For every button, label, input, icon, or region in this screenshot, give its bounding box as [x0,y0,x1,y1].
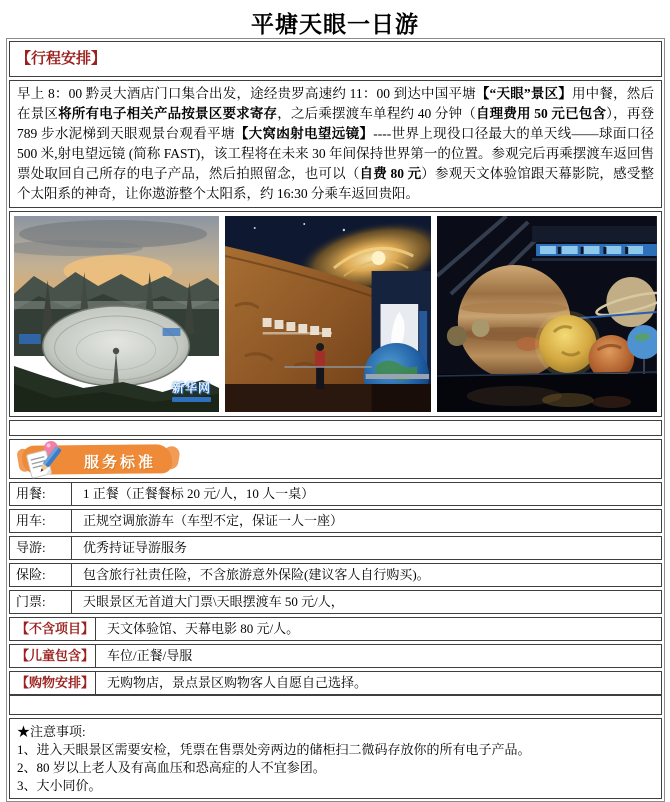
service-row-value: 包含旅行社责任险，不含旅游意外保险(建议客人自行购买)。 [83,567,430,582]
itinerary-header: 【行程安排】 [9,41,662,77]
service-table-row [9,590,662,614]
service-row-label: 导游: [10,537,72,559]
service-row-label: 门票: [10,591,72,613]
service-standard-badge-label: 服务标准 [84,454,157,471]
itinerary-table [6,38,665,802]
itinerary-segment: ），再登 789 步水泥梯到天眼观景台观看平塘 [17,106,655,141]
itinerary-segment: 自费 80 元 [359,166,422,181]
spacer-row [9,420,662,436]
service-table-row [9,509,662,533]
museum-interior-illustration [225,216,431,412]
service-row-value: 天眼景区无首道大门票\天眼摆渡车 50 元/人， [83,594,344,609]
photo-solar-system-exhibit [437,216,657,412]
note-item: 3、大小同价。 [17,778,102,793]
itinerary-segment: 用中餐，然后在景区 [17,86,654,121]
notepad-pencil-icon [24,440,78,480]
service-table-row [9,671,662,695]
service-table-row [9,563,662,587]
service-table-row [9,644,662,668]
spacer-row-2 [9,695,662,715]
service-row-value: 天文体验馆、天幕电影 80 元/人。 [107,621,300,636]
service-rows [9,482,662,695]
photo-strip [9,211,662,417]
service-row-value: 无购物店，景点景区购物客人自愿自己选择。 [107,675,368,690]
watermark-text: 新华网 [172,381,212,395]
service-standard-header-row [9,439,662,479]
service-row-label: 保险: [10,564,72,586]
itinerary-segment: 早上 8：00 黔灵大酒店门口集合出发，途经贵罗高速约 11：00 到达中国平塘 [17,86,476,101]
itinerary-segment: ）参观天文体验馆跟天幕影院，感受整个太阳系的神奇，让你遨游整个太阳系，约 16:30 分乘车返回贵阳。 [17,166,655,201]
itinerary-segment: 【“天眼”景区】 [475,86,572,101]
itinerary-segment: 自理费用 50 元已包含 [475,106,607,121]
itinerary-segment: 【大窝凼射电望远镜】 [234,126,374,141]
xinhuanet-watermark [172,379,211,402]
photo-museum-interior [225,216,431,412]
itinerary-text [9,80,662,208]
itinerary-segment: 将所有电子相关产品按景区要求寄存 [58,106,278,121]
solar-system-illustration [437,216,657,412]
service-row-label: 【购物安排】 [10,672,96,694]
note-item: 1、进入天眼景区需要安检，凭票在售票处旁两边的储柜扫二微码存放你的所有电子产品。 [17,742,531,757]
page-title: 平塘天眼一日游 [251,12,419,37]
itinerary-segment: ----世界上现役口径最大的单天线——球面口径 500 米,射电望远镜 (简称 FAST)，该工程将在未来 30 年间保持世界第一的位置。参观完后再乘摆渡车返回售票处取回自己所存的电子产品，然后拍照留念，也可以（ [17,126,655,181]
service-row-label: 用餐: [10,483,72,505]
service-row-value: 优秀持证导游服务 [83,540,188,555]
service-row-value: 车位/正餐/导服 [107,648,193,663]
watermark-url-bar [172,397,211,402]
itinerary-segment: ，之后乘摆渡车单程约 40 分钟（ [277,106,476,121]
service-row-label: 【儿童包含】 [10,645,96,667]
notes-section [9,718,662,799]
service-row-label: 【不含项目】 [10,618,96,640]
note-item: 2、80 岁以上老人及有高血压和恐高症的人不宜参团。 [17,760,326,775]
service-table-row [9,536,662,560]
service-row-value: 1 正餐（正餐餐标 20 元/人，10 人一桌） [83,486,315,501]
photo-fast-telescope [14,216,219,412]
service-row-label: 用车: [10,510,72,532]
service-row-value: 正规空调旅游车（车型不定，保证一人一座） [83,513,344,528]
notes-title: ★注意事项: [17,724,86,739]
service-table-row [9,617,662,641]
service-table-row [9,482,662,506]
